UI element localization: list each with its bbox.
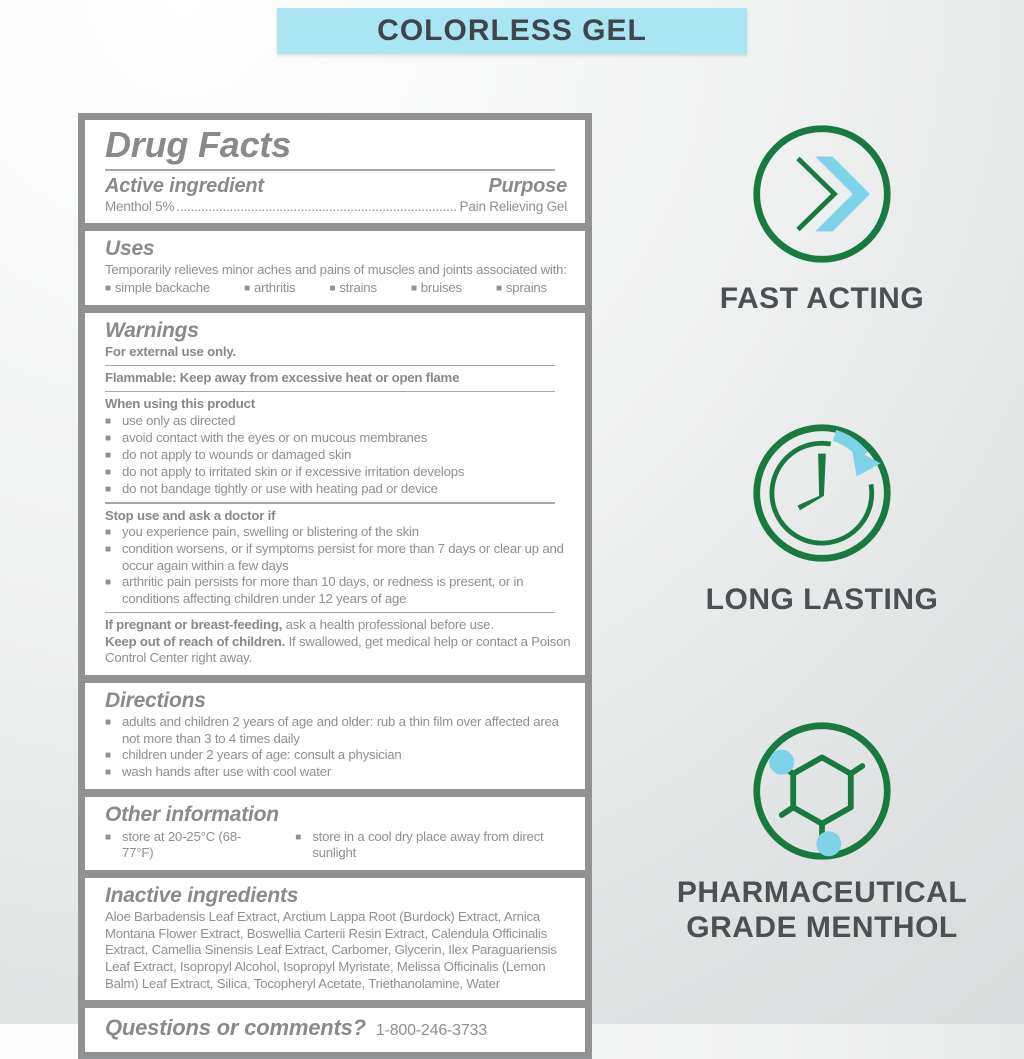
other-information-heading: Other information: [105, 803, 279, 827]
fast-acting-chevrons-icon: [650, 122, 994, 266]
section-header: [85, 120, 585, 223]
directions-heading: Directions: [105, 689, 206, 713]
feature-long-lasting: [650, 421, 994, 618]
square-bullet-icon: [105, 481, 122, 498]
flammable-text: Flammable: Keep away from excessive heat or open flame: [105, 370, 460, 386]
menthol-molecule-icon: [650, 719, 994, 863]
square-bullet-icon: [105, 829, 122, 862]
ingredient-purpose-line: [105, 198, 571, 216]
when-using-item: ■ do not apply to irritated skin or if excessive irritation develops: [105, 464, 571, 481]
long-lasting-clock-icon: [650, 421, 994, 565]
drug-facts-label: [78, 113, 592, 1059]
square-bullet-icon: [105, 447, 122, 464]
square-bullet-icon: [105, 764, 122, 781]
questions-row: [105, 1013, 571, 1044]
square-bullet-icon: [244, 280, 250, 297]
square-bullet-icon: [105, 413, 122, 430]
uses-item: ■ simple backache: [105, 280, 210, 297]
uses-intro: Temporarily relieves minor aches and pains of muscles and joints associated with:: [105, 262, 567, 278]
feature-caption: [650, 876, 994, 946]
square-bullet-icon: [105, 430, 122, 447]
product-banner: [277, 8, 747, 54]
when-using-item: ■ do not bandage tightly or use with heating pad or device: [105, 481, 571, 498]
section-warnings: [85, 313, 585, 675]
inactive-ingredients-heading: Inactive ingredients: [105, 883, 299, 907]
stop-use-item: ■ you experience pain, swelling or blistering of the skin: [105, 524, 571, 541]
other-info-item: ■ store at 20-25°C (68-77°F): [105, 829, 261, 862]
external-use-text: For external use only.: [105, 344, 236, 360]
square-bullet-icon: [496, 280, 502, 297]
purpose-heading: Purpose: [488, 174, 567, 197]
dot-leader: [176, 198, 457, 216]
uses-item: ■ bruises: [411, 280, 462, 297]
feature-caption: FAST ACTING: [719, 282, 925, 315]
square-bullet-icon: [105, 464, 122, 481]
pregnant-warning: If pregnant or breast-feeding, ask a health professional before use.: [105, 617, 494, 633]
questions-phone: 1-800-246-3733: [375, 1022, 487, 1040]
directions-item: ■ children under 2 years of age: consult a physician: [105, 747, 571, 764]
square-bullet-icon: [105, 541, 122, 574]
square-bullet-icon: [330, 280, 336, 297]
divider: [105, 391, 555, 393]
section-questions: [85, 1008, 585, 1052]
divider: [105, 365, 555, 367]
divider: [105, 612, 555, 614]
feature-caption-line2: GRADE MENTHOL: [686, 910, 958, 944]
other-information-items: [105, 829, 571, 862]
children-warning: Keep out of reach of children. If swallowed, get medical help or contact a Poison Control Center right away.: [105, 633, 571, 666]
square-bullet-icon: [105, 574, 122, 607]
directions-item: ■ adults and children 2 years of age and older: rub a thin film over affected area not more than 3 to 4 times daily: [105, 714, 571, 747]
when-using-item: ■ avoid contact with the eyes or on mucous membranes: [105, 430, 571, 447]
uses-items: [105, 280, 571, 297]
square-bullet-icon: [105, 524, 122, 541]
divider: [105, 502, 555, 504]
ingredient-name: Menthol 5%: [105, 198, 175, 214]
banner-text: COLORLESS GEL: [377, 14, 647, 47]
square-bullet-icon: [105, 714, 122, 747]
square-bullet-icon: [105, 280, 111, 297]
questions-heading: Questions or comments?: [105, 1015, 366, 1041]
uses-item: ■ arthritis: [244, 280, 295, 297]
feature-caption: LONG LASTING: [705, 583, 939, 616]
inactive-ingredients-text: Aloe Barbadensis Leaf Extract, Arctium Lappa Root (Burdock) Extract, Arnica Montana Flower Extract, Boswellia Carterii Resin Extract, Calendula Officinalis Extract, Camellia Sinensis Leaf Extract, Carbomer, Glycerin, Ilex Paraguariensis Leaf Extract, Isopropyl Alcohol, Isopropyl Myristate, Melissa Officinalis (Lemon Balm) Leaf Extract, Silica, Tocopheryl Acetate, Triethanolamine, Water: [105, 909, 557, 991]
divider: [105, 169, 555, 171]
square-bullet-icon: [295, 829, 312, 862]
square-bullet-icon: [411, 280, 417, 297]
feature-pharmaceutical-grade: [650, 719, 994, 946]
warnings-heading: Warnings: [105, 318, 199, 342]
section-other-information: [85, 797, 585, 869]
uses-item: ■ strains: [330, 280, 377, 297]
active-ingredient-row: [105, 175, 571, 198]
when-using-item: ■ use only as directed: [105, 413, 571, 430]
when-using-item: ■ do not apply to wounds or damaged skin: [105, 447, 571, 464]
drug-facts-title: Drug Facts: [105, 124, 292, 165]
section-inactive-ingredients: [85, 878, 585, 1000]
stop-use-heading: Stop use and ask a doctor if: [105, 507, 276, 523]
stop-use-item: ■ arthritic pain persists for more than 10 days, or redness is present, or in conditions affecting children under 12 years of age: [105, 574, 571, 607]
active-ingredient-heading: Active ingredient: [105, 174, 264, 197]
when-using-heading: When using this product: [105, 396, 255, 412]
uses-item: ■ sprains: [496, 280, 547, 297]
section-uses: [85, 231, 585, 305]
feature-caption-line1: PHARMACEUTICAL: [676, 876, 968, 909]
directions-item: ■ wash hands after use with cool water: [105, 764, 571, 781]
uses-heading: Uses: [105, 237, 155, 261]
section-directions: [85, 683, 585, 789]
square-bullet-icon: [105, 747, 122, 764]
other-info-item: ■ store in a cool dry place away from direct sunlight: [295, 829, 571, 862]
stop-use-item: ■ condition worsens, or if symptoms persist for more than 7 days or clear up and occur again within a few days: [105, 541, 571, 574]
purpose-value: Pain Relieving Gel: [459, 198, 567, 214]
feature-fast-acting: [650, 122, 994, 317]
